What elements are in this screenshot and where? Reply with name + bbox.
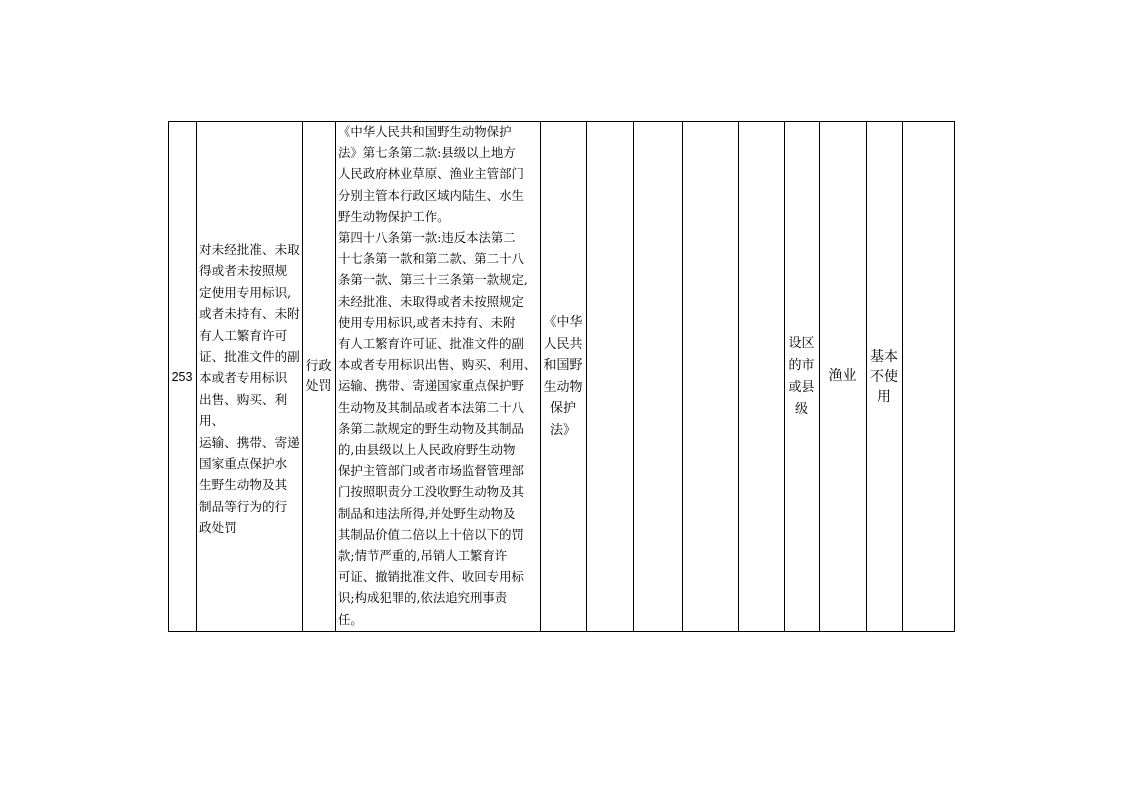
cell-8 [682,121,738,632]
col-divider [335,121,336,632]
col-divider [196,121,197,632]
usage-frequency: 基本 不使 用 [870,348,898,405]
row-number: 253 [171,369,193,384]
cell-7 [633,121,682,632]
cell-9 [738,121,784,632]
legal-basis-text: 《中华人民共和国野生动物保护 法》第七条第二款:县级以上地方 人民政府林业草原、渔业主管部门 分别主管本行政区域内陆生、水生 野生动物保护工作。 第四十八条第一款:违反本法第二 十七条第一款和第二款、第二十八 条第一款、第三十三条第一款规定, 未经批准、未取得或者未按照规定 使用专用标识,或者未持有、未附 有人工繁育许可证、批准文件的副 本或者专用标识出售、购买、利用、 运输、携带、寄递国家重点保护野 生动物及其制品或者本法第二十八 条第二款规定的野生动物及其制品 的,由县级以上人民政府野生动物 保护主管部门或者市场监督管理部 门按照职责分工没收野生动物及其 制品和违法所得,并处野生动物及 其制品价值二倍以上十倍以下的罚 款;情节严重的,吊销人工繁育许 可证、撤销批准文件、收回专用标 识;构成犯罪的,依法追究刑事责 任。 [338,124,537,627]
category: 行政 处罚 [305,358,332,394]
jurisdiction-level: 设区 的市 或县 级 [788,335,815,417]
item-name: 对未经批准、未取 得或者未按照规 定使用专用标识, 或者未持有、未附 有人工繁育许可 证、批准文件的副 本或者专用标识 出售、购买、利用、 运输、携带、寄递 国家重点保护水 生野生动物及其 制品等行为的行 政处罚 [199,242,300,536]
cell-13 [902,121,955,632]
industry: 渔业 [828,367,857,384]
cell-6 [586,121,633,632]
law-name: 《中华 人民共 和国野 生动物 保护 法》 [543,315,583,438]
